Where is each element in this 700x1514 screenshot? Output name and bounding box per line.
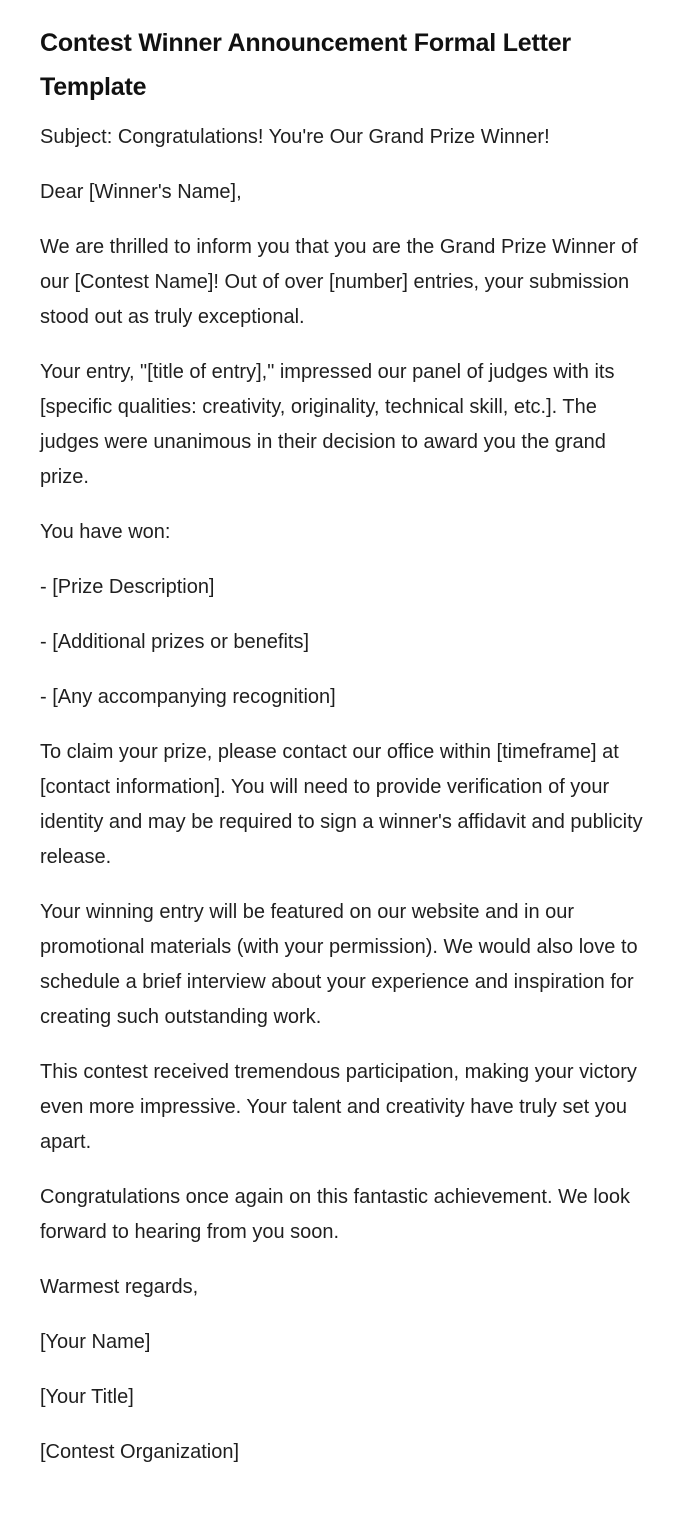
signature-name: [Your Name] [40, 1331, 151, 1353]
signature-organization: [Contest Organization] [40, 1441, 239, 1463]
participation-paragraph: This contest received tremendous participation, making your victory even more impressive. Your talent and creativity have truly set you apart. [40, 1061, 637, 1153]
subject-line: Subject: Congratulations! You're Our Grand Prize Winner! [40, 126, 550, 148]
prize-item: - [Additional prizes or benefits] [40, 631, 310, 653]
claim-paragraph: To claim your prize, please contact our office within [timeframe] at [contact information]. You will need to provide verification of your identity and may be required to sign a winner's affidavit and publicity release. [40, 741, 643, 868]
signature-title: [Your Title] [40, 1386, 134, 1408]
prize-item: - [Prize Description] [40, 576, 215, 598]
congratulations-paragraph: Congratulations once again on this fantastic achievement. We look forward to hearing from you soon. [40, 1186, 630, 1243]
intro-paragraph: We are thrilled to inform you that you are the Grand Prize Winner of our [Contest Name]! Out of over [number] entries, your submission stood out as truly exceptional. [40, 236, 638, 328]
document-title: Contest Winner Announcement Formal Letter Template [40, 29, 571, 101]
prize-intro: You have won: [40, 521, 171, 543]
entry-paragraph: Your entry, "[title of entry]," impressed our panel of judges with its [specific qualities: creativity, originality, technical skill, etc.]. The judges were unanimous in their decision to award you the grand prize. [40, 361, 615, 488]
signoff: Warmest regards, [40, 1276, 199, 1298]
salutation: Dear [Winner's Name], [40, 181, 242, 203]
prize-item: - [Any accompanying recognition] [40, 686, 336, 708]
feature-paragraph: Your winning entry will be featured on our website and in our promotional materials (with your permission). We would also love to schedule a brief interview about your experience and inspiration for creating such outstanding work. [40, 901, 638, 1028]
